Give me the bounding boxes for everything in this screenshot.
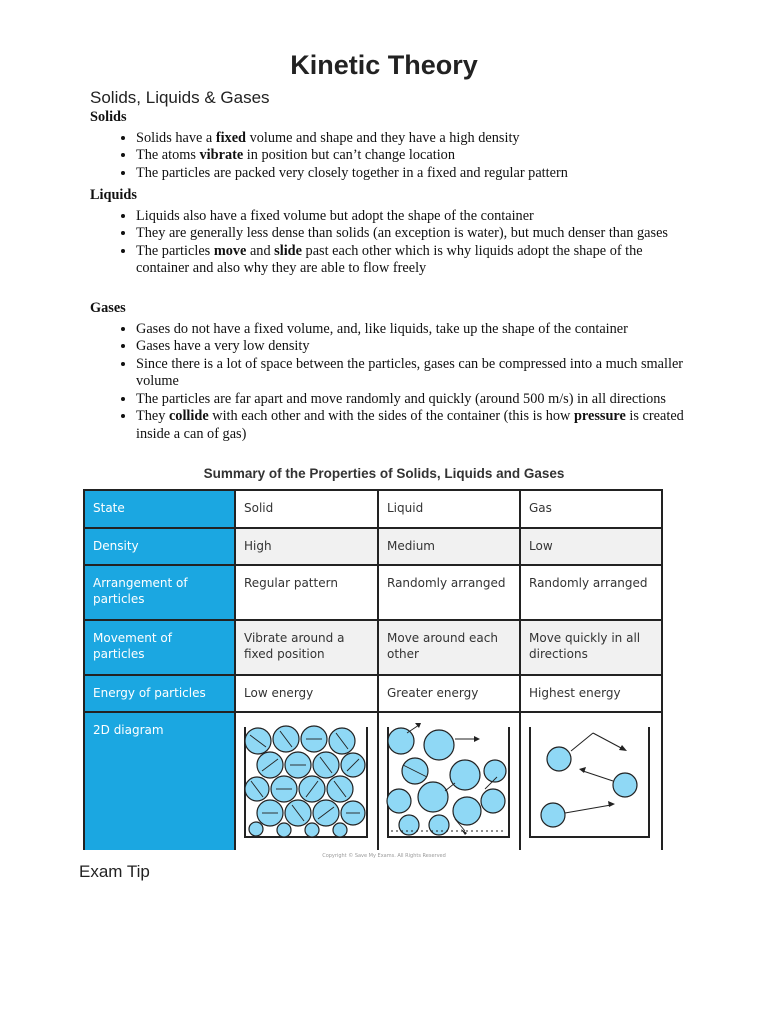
table-row — [85, 566, 661, 621]
list-item: • Since there is a lot of space between the particles, gases can be compressed into a much smaller volume — [136, 356, 690, 391]
table-cell: Vibrate around a fixed position — [236, 621, 379, 676]
solid-particles-diagram — [242, 719, 371, 842]
liquids-list — [90, 208, 690, 278]
solids-list — [90, 130, 690, 183]
list-item: • Gases have a very low density — [136, 338, 690, 356]
page-subtitle: Solids, Liquids & Gases — [90, 88, 270, 107]
gas-particles-diagram — [527, 719, 653, 842]
table-caption: Summary of the Properties of Solids, Liquids and Gases — [203, 466, 565, 481]
text: They — [136, 408, 169, 424]
liquids-section — [90, 187, 690, 278]
table-cell: Randomly arranged — [521, 566, 661, 621]
table-cell: Regular pattern — [236, 566, 379, 621]
list-item: • Liquids also have a fixed volume but adopt the shape of the container — [136, 208, 690, 226]
properties-table — [83, 489, 663, 850]
table-cell: High — [236, 529, 379, 566]
row-header: Energy of particles — [85, 676, 236, 713]
list-item: • Gases do not have a fixed volume, and, like liquids, take up the shape of the container — [136, 321, 690, 339]
row-header: Arrangement of particles — [85, 566, 236, 621]
list-item — [136, 130, 690, 148]
gases-list — [90, 321, 690, 444]
table-cell: Move quickly in all directions — [521, 621, 661, 676]
gas-diagram-cell — [521, 713, 661, 850]
exam-tip-heading: Exam Tip — [79, 862, 150, 881]
table-cell: Low — [521, 529, 661, 566]
list-item: • The particles are far apart and move randomly and quickly (around 500 m/s) in all directions — [136, 391, 690, 409]
table-cell: Greater energy — [379, 676, 521, 713]
solids-heading: Solids — [90, 109, 127, 125]
list-item: • The particles are packed very closely together in a fixed and regular pattern — [136, 165, 690, 183]
text: Solids have a — [136, 129, 216, 146]
liquid-particles-diagram — [385, 719, 513, 842]
list-item — [136, 408, 690, 443]
solids-section — [90, 109, 690, 182]
bold-text: fixed — [215, 129, 247, 146]
text: past each other which is why liquids adopt the shape of the container and also why they are able to flow freely — [136, 242, 643, 276]
table-row — [85, 529, 661, 566]
table-cell: Move around each other — [379, 621, 521, 676]
liquid-diagram-cell — [379, 713, 521, 850]
text: The atoms — [136, 147, 200, 163]
table-cell: Solid — [236, 491, 379, 529]
bold-text: pressure — [573, 408, 626, 424]
table-cell: Medium — [379, 529, 521, 566]
solid-diagram-cell — [236, 713, 379, 850]
table-row — [85, 713, 661, 850]
gases-section — [90, 300, 690, 443]
text: with each other and with the sides of the container (this is how — [208, 408, 574, 424]
bold-text: move — [213, 242, 247, 259]
table-cell: Randomly arranged — [379, 566, 521, 621]
copyright-notice: Copyright © Save My Exams. All Rights Reserved — [322, 853, 446, 859]
row-header: Density — [85, 529, 236, 566]
text: is created inside a can of gas) — [136, 408, 684, 442]
table-row — [85, 491, 661, 529]
row-header: State — [85, 491, 236, 529]
text: volume and shape and they have a high density — [246, 129, 520, 146]
table-cell: Liquid — [379, 491, 521, 529]
list-item — [136, 243, 690, 278]
liquids-heading: Liquids — [90, 187, 137, 203]
row-header: 2D diagram — [85, 713, 236, 850]
text: and — [246, 242, 275, 259]
bold-text: collide — [168, 408, 209, 424]
gases-heading: Gases — [90, 300, 126, 316]
row-header: Movement of particles — [85, 621, 236, 676]
bold-text: vibrate — [199, 147, 244, 163]
list-item: • They are generally less dense than solids (an exception is water), but much denser than gases — [136, 225, 690, 243]
table-row — [85, 621, 661, 676]
table-cell: Highest energy — [521, 676, 661, 713]
text: in position but can’t change location — [243, 147, 455, 163]
page-title: Kinetic Theory — [290, 50, 478, 80]
table-cell: Low energy — [236, 676, 379, 713]
table-row — [85, 676, 661, 713]
text: The particles — [136, 242, 214, 259]
bold-text: slide — [274, 242, 302, 259]
table-cell: Gas — [521, 491, 661, 529]
list-item — [136, 147, 690, 165]
